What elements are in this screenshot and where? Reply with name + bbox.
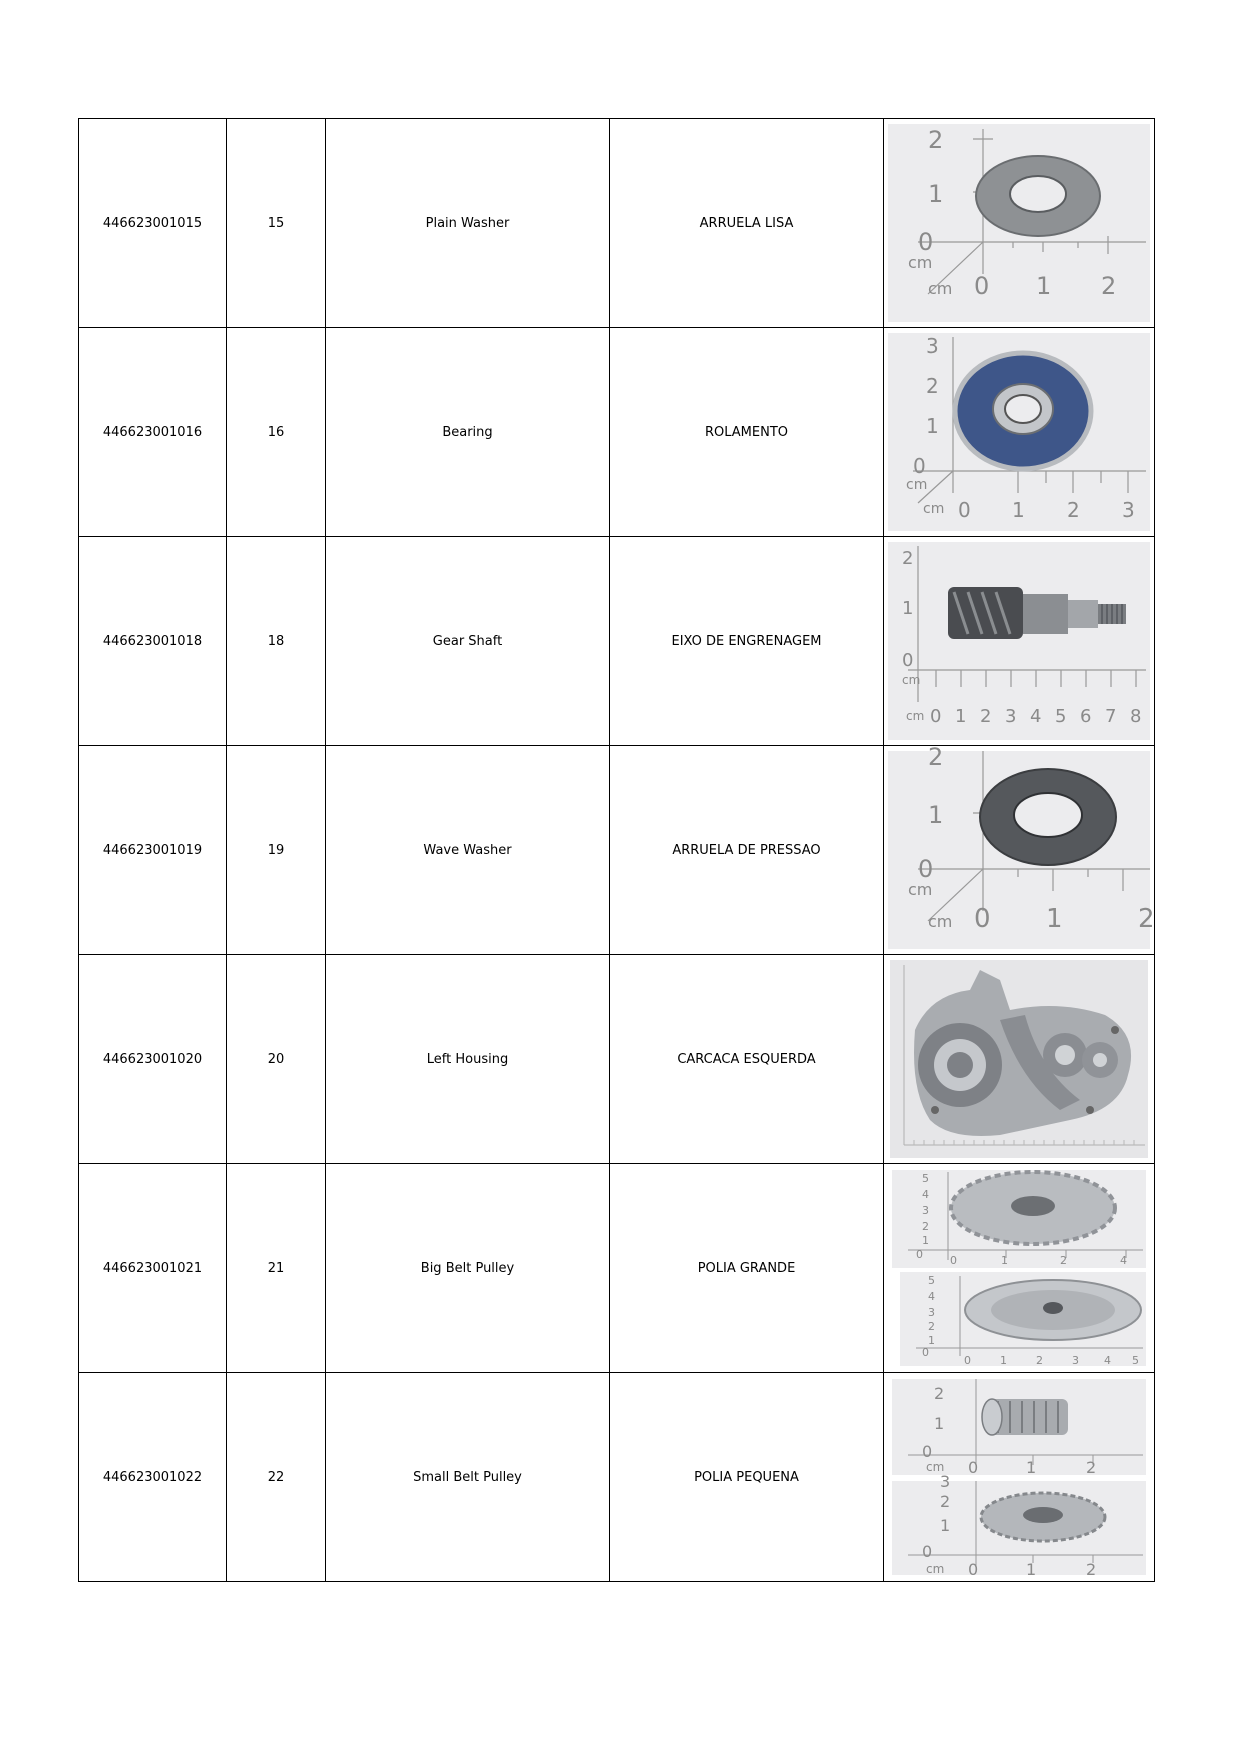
svg-text:2: 2 xyxy=(1086,1458,1097,1477)
svg-text:1: 1 xyxy=(955,706,967,727)
gear-shaft-photo xyxy=(888,542,1150,740)
svg-text:1: 1 xyxy=(1001,1254,1008,1267)
item-number: 21 xyxy=(227,1164,326,1373)
svg-text:2: 2 xyxy=(1086,1560,1097,1579)
svg-text:8: 8 xyxy=(1130,706,1142,727)
svg-text:2: 2 xyxy=(928,126,944,154)
svg-text:1: 1 xyxy=(1012,498,1025,522)
svg-text:cm: cm xyxy=(926,1562,945,1576)
svg-text:1: 1 xyxy=(926,414,939,438)
svg-text:4: 4 xyxy=(1104,1354,1111,1367)
svg-text:5: 5 xyxy=(1132,1354,1139,1367)
description-pt: POLIA GRANDE xyxy=(610,1164,884,1373)
part-image-cell xyxy=(884,119,1155,328)
svg-text:5: 5 xyxy=(1055,706,1067,727)
svg-text:1: 1 xyxy=(928,1334,935,1347)
svg-text:3: 3 xyxy=(940,1472,951,1491)
part-image-cell xyxy=(884,537,1155,746)
svg-text:cm: cm xyxy=(908,253,933,272)
svg-text:0: 0 xyxy=(918,855,934,883)
svg-text:cm: cm xyxy=(928,279,953,298)
table-row xyxy=(79,1164,1155,1373)
description-en: Gear Shaft xyxy=(326,537,610,746)
svg-text:3: 3 xyxy=(1005,706,1017,727)
svg-text:0: 0 xyxy=(922,1542,933,1561)
left-housing-photo xyxy=(890,960,1148,1158)
item-number: 22 xyxy=(227,1373,326,1582)
item-number: 19 xyxy=(227,746,326,955)
svg-text:cm: cm xyxy=(923,501,945,517)
svg-text:4: 4 xyxy=(1030,706,1042,727)
svg-text:2: 2 xyxy=(1101,272,1117,300)
svg-text:0: 0 xyxy=(964,1354,971,1367)
svg-text:0: 0 xyxy=(974,904,991,934)
part-image-cell xyxy=(884,743,1155,955)
svg-text:7: 7 xyxy=(1105,706,1117,727)
svg-text:cm: cm xyxy=(908,880,933,899)
svg-text:1: 1 xyxy=(928,801,944,829)
svg-text:2: 2 xyxy=(902,548,914,569)
svg-text:1: 1 xyxy=(1026,1560,1037,1579)
svg-text:cm: cm xyxy=(928,912,953,931)
table-row xyxy=(79,955,1155,1164)
svg-text:0: 0 xyxy=(902,650,914,671)
description-pt: EIXO DE ENGRENAGEM xyxy=(610,537,884,746)
description-pt: ROLAMENTO xyxy=(610,328,884,537)
description-en: Big Belt Pulley xyxy=(326,1164,610,1373)
big-belt-pulley-photo xyxy=(888,1168,1150,1368)
table-row xyxy=(79,746,1155,955)
part-code: 446623001015 xyxy=(79,119,227,328)
svg-text:cm: cm xyxy=(902,673,921,687)
svg-text:2: 2 xyxy=(940,1492,951,1511)
item-number: 18 xyxy=(227,537,326,746)
svg-text:1: 1 xyxy=(928,180,944,208)
svg-text:2: 2 xyxy=(926,374,939,398)
svg-text:0: 0 xyxy=(958,498,971,522)
svg-text:1: 1 xyxy=(922,1234,929,1247)
table-row xyxy=(79,119,1155,328)
description-pt: ARRUELA LISA xyxy=(610,119,884,328)
svg-text:5: 5 xyxy=(922,1172,929,1185)
svg-text:2: 2 xyxy=(928,1320,935,1333)
part-code: 446623001019 xyxy=(79,746,227,955)
svg-text:3: 3 xyxy=(1072,1354,1079,1367)
description-pt: POLIA PEQUENA xyxy=(610,1373,884,1582)
part-image-cell xyxy=(884,955,1155,1164)
svg-text:4: 4 xyxy=(922,1188,929,1201)
small-belt-pulley-photo xyxy=(888,1377,1150,1577)
item-number: 20 xyxy=(227,955,326,1164)
svg-text:0: 0 xyxy=(950,1254,957,1267)
part-image-cell xyxy=(884,1373,1155,1582)
part-code: 446623001021 xyxy=(79,1164,227,1373)
svg-text:3: 3 xyxy=(928,1306,935,1319)
wave-washer-photo xyxy=(888,743,1155,949)
description-en: Wave Washer xyxy=(326,746,610,955)
plain-washer-photo xyxy=(888,124,1150,322)
svg-text:0: 0 xyxy=(918,228,934,256)
svg-text:0: 0 xyxy=(974,272,990,300)
svg-text:1: 1 xyxy=(1046,904,1063,934)
svg-text:0: 0 xyxy=(913,454,926,478)
svg-text:4: 4 xyxy=(928,1290,935,1303)
svg-text:1: 1 xyxy=(940,1516,951,1535)
part-code: 446623001022 xyxy=(79,1373,227,1582)
svg-text:0: 0 xyxy=(930,706,942,727)
svg-text:cm: cm xyxy=(906,709,925,723)
bearing-photo xyxy=(888,333,1150,531)
description-pt: ARRUELA DE PRESSAO xyxy=(610,746,884,955)
description-en: Bearing xyxy=(326,328,610,537)
description-pt: CARCACA ESQUERDA xyxy=(610,955,884,1164)
parts-table xyxy=(78,118,1155,1582)
svg-text:0: 0 xyxy=(922,1442,933,1461)
item-number: 15 xyxy=(227,119,326,328)
svg-text:0: 0 xyxy=(916,1248,923,1261)
svg-text:6: 6 xyxy=(1080,706,1092,727)
part-code: 446623001018 xyxy=(79,537,227,746)
svg-text:4: 4 xyxy=(1120,1254,1127,1267)
svg-text:1: 1 xyxy=(934,1414,945,1433)
description-en: Small Belt Pulley xyxy=(326,1373,610,1582)
svg-text:1: 1 xyxy=(1026,1458,1037,1477)
table-row xyxy=(79,1373,1155,1582)
svg-text:cm: cm xyxy=(926,1460,945,1474)
svg-text:0: 0 xyxy=(968,1458,979,1477)
svg-text:2: 2 xyxy=(928,743,944,771)
svg-text:2: 2 xyxy=(980,706,992,727)
table-row xyxy=(79,537,1155,746)
part-code: 446623001016 xyxy=(79,328,227,537)
item-number: 16 xyxy=(227,328,326,537)
description-en: Left Housing xyxy=(326,955,610,1164)
svg-text:2: 2 xyxy=(934,1384,945,1403)
svg-text:5: 5 xyxy=(928,1274,935,1287)
svg-text:3: 3 xyxy=(1122,498,1135,522)
svg-text:3: 3 xyxy=(926,334,939,358)
part-code: 446623001020 xyxy=(79,955,227,1164)
svg-text:0: 0 xyxy=(968,1560,979,1579)
svg-text:3: 3 xyxy=(922,1204,929,1217)
table-row xyxy=(79,328,1155,537)
svg-text:cm: cm xyxy=(906,477,928,493)
svg-text:1: 1 xyxy=(902,598,914,619)
part-image-cell xyxy=(884,328,1155,537)
description-en: Plain Washer xyxy=(326,119,610,328)
svg-text:2: 2 xyxy=(922,1220,929,1233)
svg-text:2: 2 xyxy=(1067,498,1080,522)
svg-text:2: 2 xyxy=(1060,1254,1067,1267)
svg-text:1: 1 xyxy=(1036,272,1052,300)
svg-text:2: 2 xyxy=(1138,904,1155,934)
svg-text:0: 0 xyxy=(922,1346,929,1359)
svg-text:1: 1 xyxy=(1000,1354,1007,1367)
part-image-cell xyxy=(884,1164,1155,1373)
svg-text:2: 2 xyxy=(1036,1354,1043,1367)
